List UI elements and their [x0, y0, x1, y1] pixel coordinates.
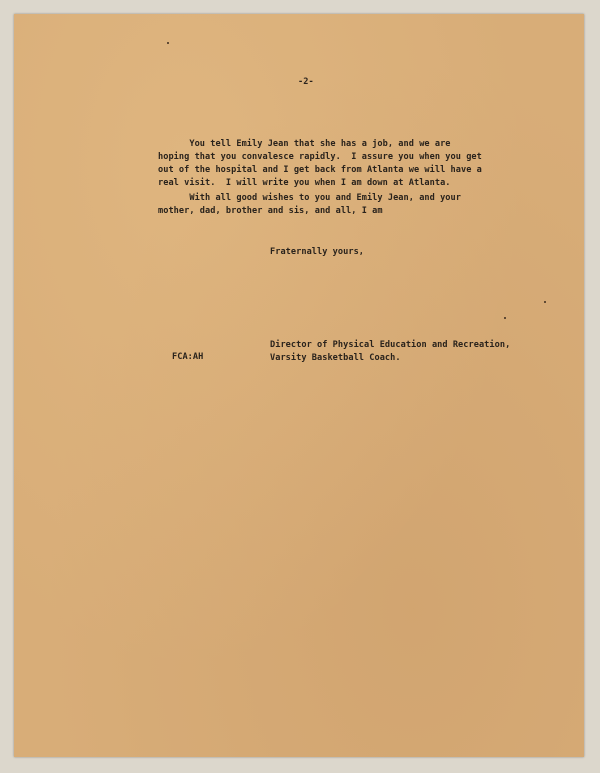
paragraph-1-line: real visit. I will write you when I am down at Atlanta.: [158, 178, 451, 188]
paper-speck: [544, 301, 546, 303]
paragraph-2: [158, 192, 461, 218]
paper-speck: [167, 42, 169, 44]
paper-speck: [504, 317, 506, 319]
typist-initials: FCA:AH: [172, 352, 204, 362]
paragraph-2-line: mother, dad, brother and sis, and all, I am: [158, 206, 383, 216]
paragraph-1-line: out of the hospital and I get back from Atlanta we will have a: [158, 165, 482, 175]
signature-title-line: Varsity Basketball Coach.: [270, 353, 401, 363]
paragraph-1-line: hoping that you convalesce rapidly. I assure you when you get: [158, 152, 482, 162]
paragraph-1: [158, 138, 482, 190]
closing: Fraternally yours,: [270, 247, 365, 257]
signature-title-line: Director of Physical Education and Recreation,: [270, 340, 511, 350]
letter-page: [14, 14, 584, 757]
signature-title: [270, 339, 510, 365]
page-number: -2-: [298, 77, 314, 87]
paragraph-2-line: With all good wishes to you and Emily Jean, and your: [158, 193, 461, 203]
paragraph-1-line: You tell Emily Jean that she has a job, and we are: [158, 139, 451, 149]
